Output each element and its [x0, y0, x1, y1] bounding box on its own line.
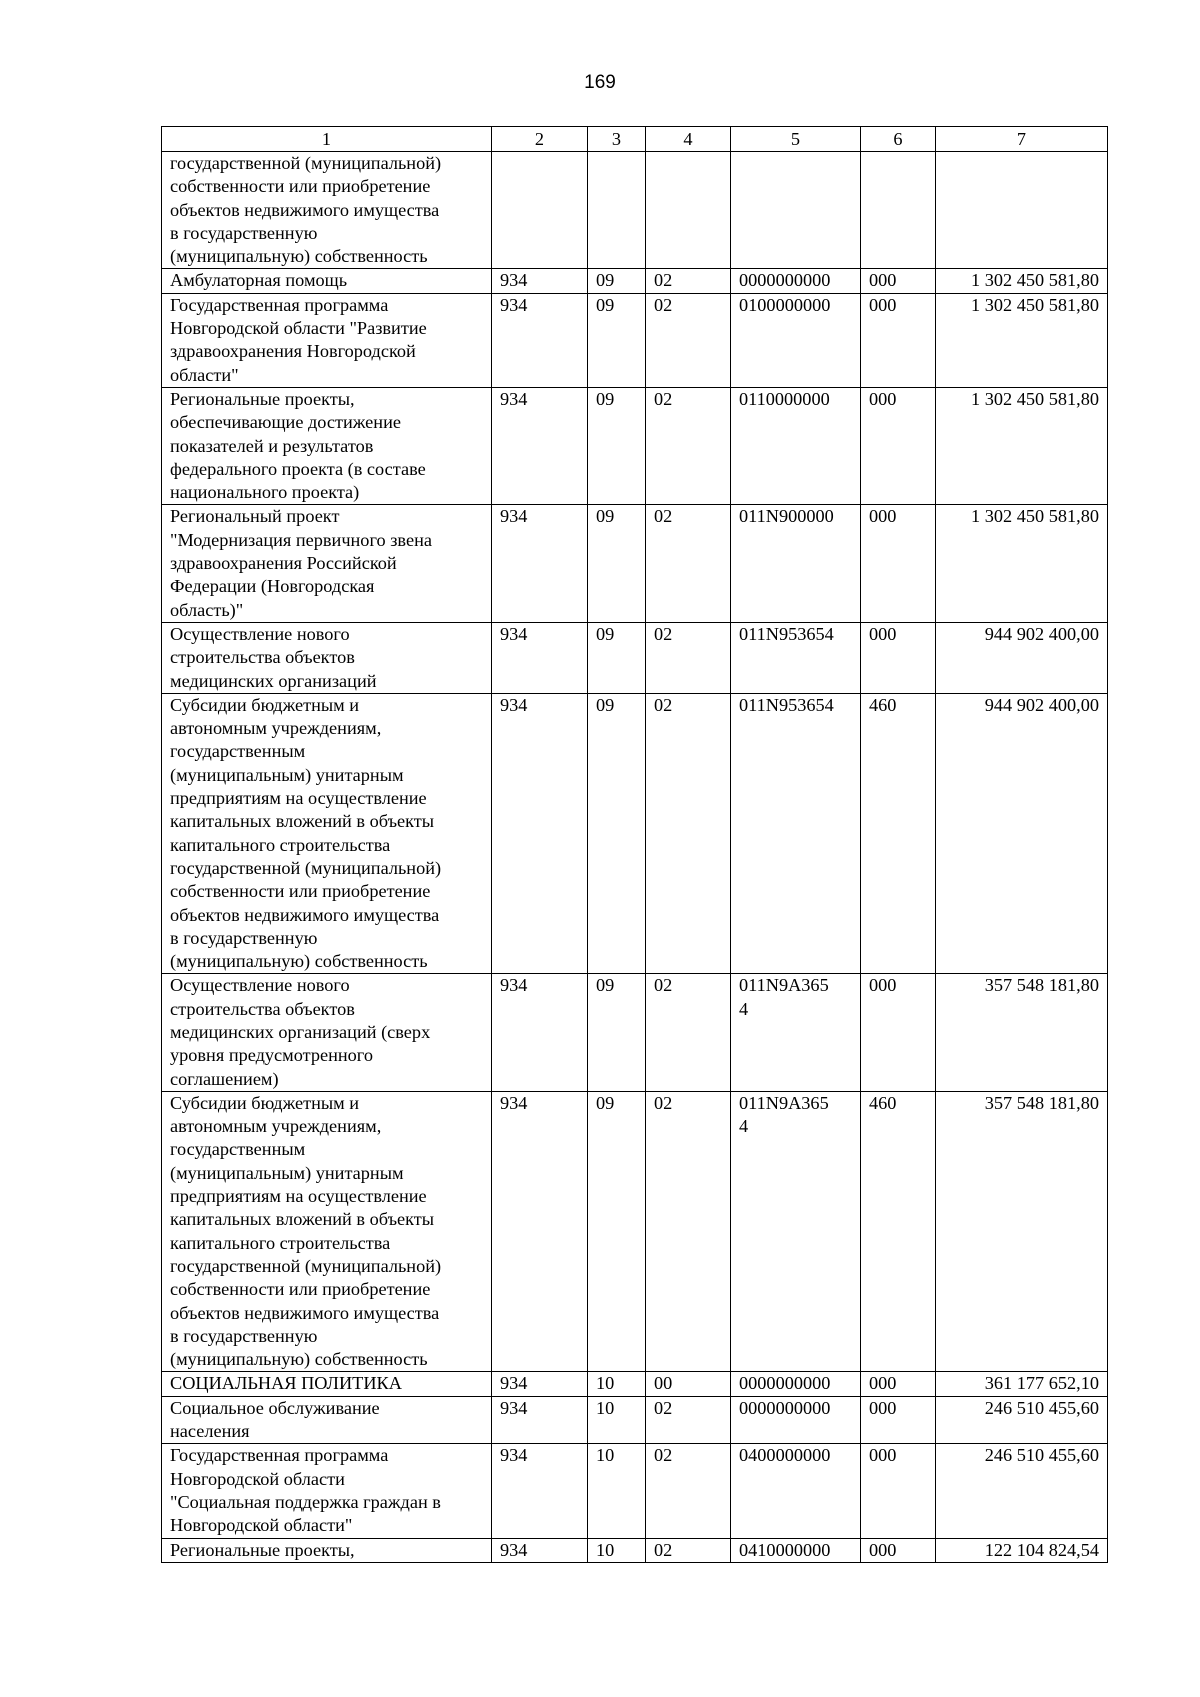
cell-name: Осуществление нового строительства объектов медицинских организаций (сверх уровня предусмотренного соглашением): [162, 974, 492, 1091]
cell-expense-type: 000: [861, 1444, 936, 1538]
cell-expense-type: 460: [861, 693, 936, 974]
cell-admin-code: 934: [492, 1372, 588, 1396]
cell-amount: 944 902 400,00: [936, 693, 1108, 974]
cell-expense-type: 000: [861, 974, 936, 1091]
cell-section: 09: [588, 293, 646, 387]
cell-name: Осуществление нового строительства объектов медицинских организаций: [162, 622, 492, 693]
cell-target-article: 011N953654: [731, 622, 861, 693]
page-number: 169: [584, 72, 616, 93]
cell-section: 09: [588, 974, 646, 1091]
table-row: [162, 693, 1108, 974]
table-row: [162, 1396, 1108, 1444]
cell-admin-code: 934: [492, 1091, 588, 1372]
cell-name: Субсидии бюджетным и автономным учреждениям, государственным (муниципальным) унитарным предприятиям на осуществление капитальных вложений в объекты капитального строительства государственной (муниципальной) собственности или приобретение объектов недвижимого имущества в государственную (муниципальную) собственность: [162, 1091, 492, 1372]
cell-name: Региональные проекты, обеспечивающие достижение показателей и результатов федерального проекта (в составе национального проекта): [162, 387, 492, 504]
header-col-5: 5: [731, 127, 861, 152]
cell-amount: 357 548 181,80: [936, 1091, 1108, 1372]
table-row: [162, 269, 1108, 293]
cell-section: [588, 152, 646, 269]
cell-admin-code: 934: [492, 269, 588, 293]
cell-amount: 357 548 181,80: [936, 974, 1108, 1091]
cell-name: Социальное обслуживание населения: [162, 1396, 492, 1444]
cell-target-article: 0000000000: [731, 1372, 861, 1396]
cell-expense-type: 460: [861, 1091, 936, 1372]
cell-target-article: 0100000000: [731, 293, 861, 387]
cell-target-article: 0000000000: [731, 269, 861, 293]
cell-section: 10: [588, 1538, 646, 1562]
cell-subsection: 02: [646, 1091, 731, 1372]
cell-expense-type: 000: [861, 387, 936, 504]
cell-name: СОЦИАЛЬНАЯ ПОЛИТИКА: [162, 1372, 492, 1396]
header-col-1: 1: [162, 127, 492, 152]
header-col-2: 2: [492, 127, 588, 152]
cell-admin-code: 934: [492, 1396, 588, 1444]
table-row: [162, 1538, 1108, 1562]
cell-admin-code: 934: [492, 693, 588, 974]
cell-admin-code: 934: [492, 505, 588, 622]
cell-amount: 1 302 450 581,80: [936, 269, 1108, 293]
table-row: [162, 1444, 1108, 1538]
cell-admin-code: 934: [492, 293, 588, 387]
table-row: [162, 1372, 1108, 1396]
cell-section: 09: [588, 693, 646, 974]
cell-admin-code: 934: [492, 974, 588, 1091]
cell-section: 10: [588, 1396, 646, 1444]
cell-expense-type: 000: [861, 1396, 936, 1444]
cell-section: 09: [588, 387, 646, 504]
cell-name: Амбулаторная помощь: [162, 269, 492, 293]
cell-subsection: 02: [646, 1444, 731, 1538]
cell-target-article: 011N953654: [731, 693, 861, 974]
budget-table: [161, 126, 1108, 1563]
cell-section: 09: [588, 1091, 646, 1372]
cell-amount: 361 177 652,10: [936, 1372, 1108, 1396]
cell-subsection: 00: [646, 1372, 731, 1396]
table-row: [162, 387, 1108, 504]
cell-amount: 246 510 455,60: [936, 1396, 1108, 1444]
cell-expense-type: 000: [861, 269, 936, 293]
cell-name: Государственная программа Новгородской области "Социальная поддержка граждан в Новгородской области": [162, 1444, 492, 1538]
cell-admin-code: 934: [492, 1538, 588, 1562]
cell-target-article: 0000000000: [731, 1396, 861, 1444]
cell-expense-type: 000: [861, 1372, 936, 1396]
cell-admin-code: [492, 152, 588, 269]
cell-section: 09: [588, 622, 646, 693]
table-row: [162, 152, 1108, 269]
table-row: [162, 622, 1108, 693]
cell-admin-code: 934: [492, 387, 588, 504]
header-row: [162, 127, 1108, 152]
table-row: [162, 1091, 1108, 1372]
header-col-4: 4: [646, 127, 731, 152]
cell-expense-type: 000: [861, 622, 936, 693]
header-col-7: 7: [936, 127, 1108, 152]
cell-subsection: [646, 152, 731, 269]
cell-amount: 1 302 450 581,80: [936, 293, 1108, 387]
cell-amount: 944 902 400,00: [936, 622, 1108, 693]
cell-target-article: 0400000000: [731, 1444, 861, 1538]
cell-amount: 122 104 824,54: [936, 1538, 1108, 1562]
cell-name: Государственная программа Новгородской области "Развитие здравоохранения Новгородской области": [162, 293, 492, 387]
cell-section: 09: [588, 269, 646, 293]
cell-admin-code: 934: [492, 622, 588, 693]
cell-target-article: [731, 152, 861, 269]
cell-section: 10: [588, 1372, 646, 1396]
table-row: [162, 505, 1108, 622]
cell-target-article: 0410000000: [731, 1538, 861, 1562]
cell-subsection: 02: [646, 505, 731, 622]
cell-expense-type: [861, 152, 936, 269]
cell-amount: 246 510 455,60: [936, 1444, 1108, 1538]
cell-section: 10: [588, 1444, 646, 1538]
cell-target-article: 011N9A365 4: [731, 974, 861, 1091]
cell-subsection: 02: [646, 1396, 731, 1444]
header-col-6: 6: [861, 127, 936, 152]
cell-expense-type: 000: [861, 505, 936, 622]
cell-name: Субсидии бюджетным и автономным учреждениям, государственным (муниципальным) унитарным предприятиям на осуществление капитальных вложений в объекты капитального строительства государственной (муниципальной) собственности или приобретение объектов недвижимого имущества в государственную (муниципальную) собственность: [162, 693, 492, 974]
cell-subsection: 02: [646, 269, 731, 293]
cell-expense-type: 000: [861, 293, 936, 387]
cell-amount: [936, 152, 1108, 269]
cell-amount: 1 302 450 581,80: [936, 505, 1108, 622]
table-row: [162, 293, 1108, 387]
cell-target-article: 011N9A365 4: [731, 1091, 861, 1372]
cell-subsection: 02: [646, 293, 731, 387]
table-row: [162, 974, 1108, 1091]
cell-subsection: 02: [646, 622, 731, 693]
header-col-3: 3: [588, 127, 646, 152]
cell-expense-type: 000: [861, 1538, 936, 1562]
cell-subsection: 02: [646, 693, 731, 974]
cell-subsection: 02: [646, 974, 731, 1091]
cell-amount: 1 302 450 581,80: [936, 387, 1108, 504]
cell-name: Региональные проекты,: [162, 1538, 492, 1562]
cell-target-article: 011N900000: [731, 505, 861, 622]
cell-section: 09: [588, 505, 646, 622]
cell-admin-code: 934: [492, 1444, 588, 1538]
cell-target-article: 0110000000: [731, 387, 861, 504]
cell-name: государственной (муниципальной) собственности или приобретение объектов недвижимого имущества в государственную (муниципальную) собственность: [162, 152, 492, 269]
cell-name: Региональный проект "Модернизация первичного звена здравоохранения Российской Федерации (Новгородская область)": [162, 505, 492, 622]
cell-subsection: 02: [646, 1538, 731, 1562]
cell-subsection: 02: [646, 387, 731, 504]
